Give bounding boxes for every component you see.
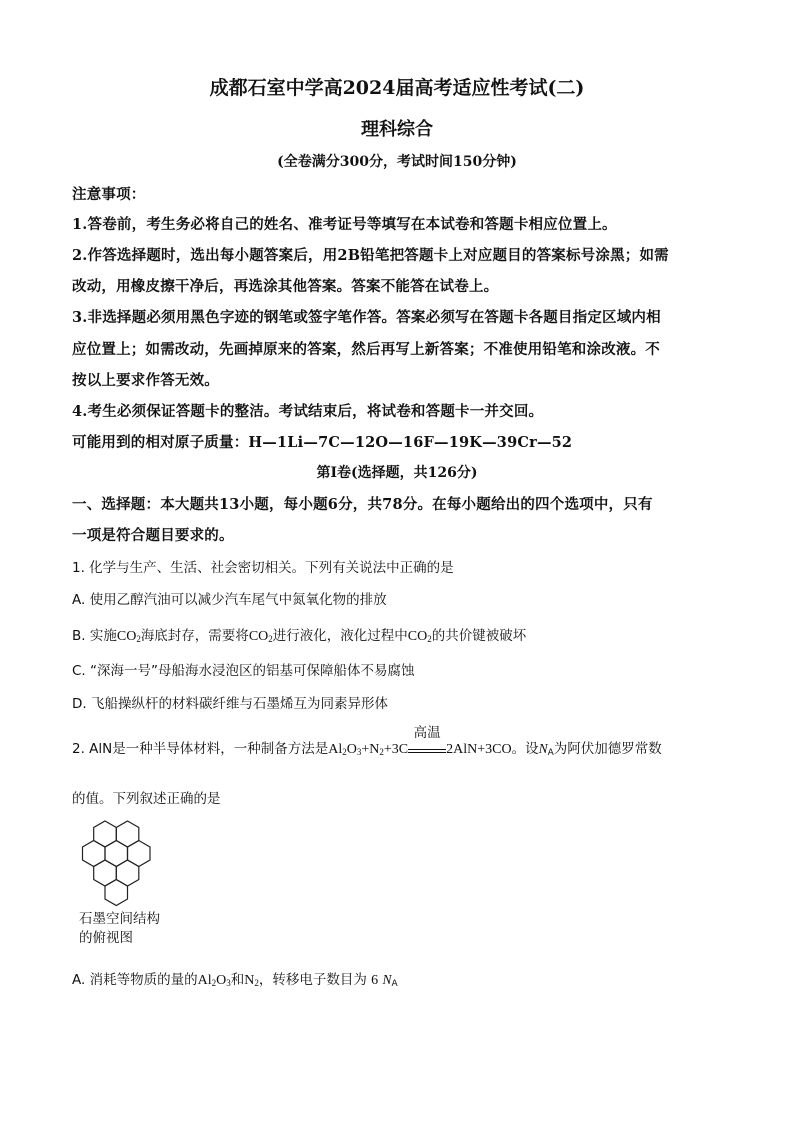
instructions-heading: 注意事项： — [72, 186, 146, 203]
question-1-option-b: B. 实施$CO_2$海底封存，需要将$CO_2$进行液化，液化过程中$CO_2$的共价键被破坏 — [72, 628, 527, 644]
instruction-2b: 改动，用橡皮擦干净后，再选涂其他答案。答案不能答在试卷上。 — [72, 278, 499, 295]
question-1-option-a: A. 使用乙醇汽油可以减少汽车尾气中氮氧化物的排放 — [72, 592, 387, 608]
instruction-1: 1.答卷前，考生务必将自己的姓名、准考证号等填写在本试卷和答题卡相应位置上。 — [72, 216, 617, 233]
instruction-3b: 应位置上；如需改动，先画掉原来的答案，然后再写上新答案；不准使用铅笔和涂改液。不 — [72, 341, 660, 358]
atomic-mass-line: 可能用到的相对原子质量：H—1Li—7C—12O—16F—19K—39Cr—52 — [72, 434, 573, 451]
question-1-option-c: C. “深海一号”母船海水浸泡区的铝基可保障船体不易腐蚀 — [72, 663, 415, 679]
reaction-condition: 高温 — [408, 743, 446, 753]
exam-subject: 理科综合 — [361, 119, 433, 140]
question-1-stem: 1. 化学与生产、生活、社会密切相关。下列有关说法中正确的是 — [72, 560, 454, 576]
instruction-3c: 按以上要求作答无效。 — [72, 372, 219, 389]
question-2-stem: 2. AlN是一种半导体材料，一种制备方法是$Al_2O_3+N_2+3C$ 高温 2AlN+3CO。设$N_A$为阿伏加德罗常数 — [72, 725, 662, 758]
instruction-3a: 3.非选择题必须用黑色字迹的钢笔或签字笔作答。答案必须写在答题卡各题目指定区域内相 — [72, 309, 661, 326]
exam-note: (全卷满分300分，考试时间150分钟) — [277, 154, 517, 170]
graphite-hexagon — [105, 880, 128, 906]
section-intro-a: 一、选择题：本大题共13小题，每小题6分，共78分。在每小题给出的四个选项中，只有 — [72, 496, 653, 513]
figure-caption: 石墨空间结构的俯视图 — [79, 911, 160, 946]
section-intro-b: 一项是符合题目要求的。 — [72, 527, 234, 544]
instruction-2a: 2.作答选择题时，选出每小题答案后，用2B铅笔把答题卡上对应题目的答案标号涂黑；如需 — [72, 247, 669, 264]
question-2-option-a: A. 消耗等物质的量的$Al_2O_3$和$N_2$，转移电子数目为 6 $N_A$ — [72, 972, 398, 989]
question-1-option-d: D. 飞船操纵杆的材料碳纤维与石墨烯互为同素异形体 — [72, 696, 388, 712]
graphite-structure-figure — [70, 816, 170, 916]
instruction-4: 4.考生必须保证答题卡的整洁。考试结束后，将试卷和答题卡一并交回。 — [72, 403, 544, 420]
part1-title: 第I卷(选择题，共126分) — [316, 465, 478, 481]
question-2-stem-cont: 的值。下列叙述正确的是 — [72, 791, 221, 807]
exam-title: 成都石室中学高2024届高考适应性考试(二) — [209, 77, 585, 99]
